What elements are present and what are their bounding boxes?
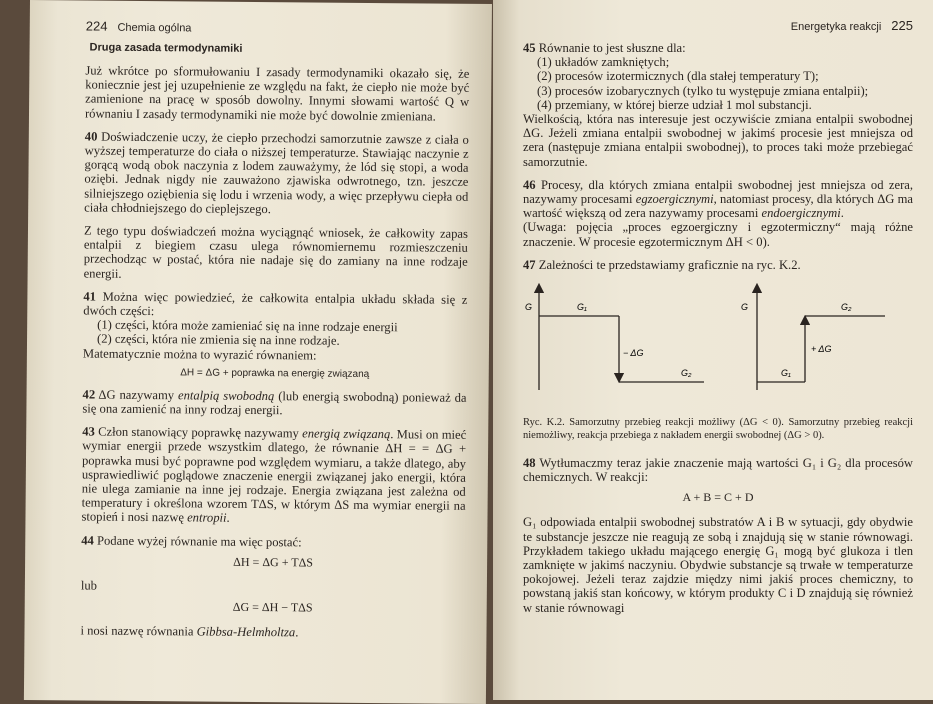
paragraph-number: 45	[523, 41, 536, 55]
paragraph-text: Równanie to jest słuszne dla:	[538, 41, 686, 55]
paragraph-42	[82, 387, 466, 419]
paragraph-text: Doświadczenie uczy, że ciepło przechodzi samorzutnie zawsze z ciała o wyższej temperaturze do ciała o niższej temperaturze. Stawiając naczynie z gorącą wodą obok naczynia z lodem zauważymy, że lód się stopi, a woda oziębi. Jednak nigdy nie zauważono zjawiska odwrotnego, tzn. jeszcze silniejszego oziębienia się lodu i wrzenia wody, a więc przepływu ciepła od ciała chłodniejszego do cieplejszego.	[84, 129, 469, 216]
text: Człon stanowiący poprawkę nazywamy	[98, 424, 303, 441]
text: , natomiast procesy, dla których ΔG ma wartość większą od zera nazywamy procesami	[523, 192, 913, 221]
paragraph-46	[523, 178, 913, 221]
list-item: (4) przemiany, w której bierze udział 1 mol substancji.	[537, 97, 812, 112]
paragraph-48	[523, 456, 913, 484]
equation-1: ΔH = ΔG + poprawka na energię związaną	[180, 367, 370, 380]
term: Gibbsa-Helmholtza	[196, 624, 296, 640]
term: entropii	[187, 510, 227, 526]
left-page	[24, 0, 492, 704]
list-item: (2) części, która nie zmienia się na inne rodzaje.	[96, 332, 340, 349]
paragraph-text: Podane wyżej równanie ma więc postać:	[96, 533, 302, 550]
term: egzoergicznymi	[635, 192, 714, 207]
left-header	[86, 18, 470, 36]
section-title: Druga zasada termodynamiki	[89, 41, 243, 55]
text: (lub energią swobodną) ponieważ da się ona zamienić na inny rodzaj energii.	[82, 389, 467, 418]
paragraph-40	[84, 129, 469, 218]
term: endoergicznymi	[761, 206, 841, 221]
equation-2: ΔH = ΔG + TΔS	[233, 554, 314, 570]
paragraph-number: 44	[81, 533, 94, 548]
paragraph-41-tail: Matematycznie można to wyrazić równaniem:	[82, 346, 317, 363]
text: i nosi nazwę równania	[80, 623, 197, 639]
paragraph-number: 48	[523, 456, 536, 471]
text: .	[295, 625, 299, 640]
paragraph-text: Można więc powiedzieć, że całkowita entalpia układu składa się z dwóch części:	[83, 289, 468, 319]
g1-label-left: G₁	[577, 302, 587, 313]
text: . Musi on mieć wymiar energii przede wszystkim dlatego, że równanie ΔH = = ΔG + poprawka musi być poprawne pod względem wymiaru, a także dlatego, aby usprawiedliwić poglądowe znaczenie energii związanej jako energii, która nie ulega zamianie na inne jej rodzaje. Energia związana jest zależna od temperatury i określona wzorem TΔS, w którym ΔS ma wymiar energii na stopień i nosi nazwę	[81, 427, 467, 525]
text: .	[226, 511, 230, 526]
paragraph-number: 46	[523, 177, 536, 192]
list-45	[537, 55, 913, 112]
paragraph-41	[83, 289, 467, 321]
figure-caption: Ryc. K.2. Samorzutny przebieg reakcji możliwy (ΔG < 0). Samorzutny przebieg reakcji niemożliwy, reakcja przebiega z nakładem energii swobodnej (ΔG > 0).	[523, 417, 913, 442]
list-item: (1) układów zamkniętych;	[537, 55, 670, 70]
paragraph-number: 42	[82, 387, 96, 402]
text: Procesy, dla których zmiana entalpii swobodnej jest mniejsza od zera, nazywamy procesami	[523, 177, 913, 207]
paragraph-number: 41	[83, 289, 97, 304]
paragraph-45	[523, 41, 913, 55]
paragraph-text: Wytłumaczmy teraz jakie znaczenie mają wartości G₁ i G₂ dla procesów chemicznych. W reakcji:	[523, 456, 913, 485]
right-page	[493, 0, 933, 700]
equation-3: ΔG = ΔH − TΔS	[232, 599, 313, 615]
right-header	[523, 18, 913, 33]
paragraph-43	[81, 425, 466, 528]
paragraph-text: Zależności te przedstawiamy graficznie na ryc. K.2.	[538, 257, 801, 272]
paragraph-intro: Już wkrótce po sformułowaniu I zasady termodynamiki okazało się, że koniecznie jest jej uzupełnienie ze względu na fakt, że ciepło nie może być zamienione na pracę w sposób dowolny. Innymi słowami wartość Q w równaniu I zasady termodynamiki nie może być dowolnie zmieniana.	[84, 63, 470, 124]
text: .	[840, 206, 844, 221]
running-head: Energetyka reakcji	[790, 21, 882, 33]
paragraph-tail	[80, 624, 464, 642]
page-number: 224	[85, 18, 108, 34]
page-number: 225	[891, 18, 913, 33]
paragraph-number: 43	[82, 424, 95, 439]
running-head: Chemia ogólna	[117, 21, 192, 35]
delta-g-label-right: + ΔG	[811, 344, 832, 355]
paragraph-40b: Z tego typu doświadczeń można wyciągnąć wniosek, że całkowity zapas entalpii z biegiem czasu ulega równomiernemu rozmieszczeniu przechodząc w postać, która nie nadaje się do zamiany na inne rodzaje energii.	[83, 223, 469, 281]
delta-g-label-left: − ΔG	[623, 348, 644, 359]
list-41	[97, 318, 467, 350]
axis-label-g-right: G	[741, 302, 749, 313]
text: ΔG nazywamy	[98, 387, 179, 403]
paragraph-number: 47	[523, 257, 536, 272]
list-item: (2) procesów izotermicznych (dla stałej temperatury T);	[537, 69, 819, 84]
equation-4: A + B = C + D	[682, 490, 754, 505]
paragraph-47	[523, 258, 913, 272]
paragraph-48-tail: G₁ odpowiada entalpii swobodnej substratów A i B w sytuacji, gdy obydwie te substancje jeszcze nie reagują ze sobą i znajdują się w stanie równowagi. Przykładem takiego układu mającego energię G₁ mogą być glukoza i tlen zamknięte w jakimś naczyniu. Obydwie substancje są trwałe w temperaturze pokojowej. Jeżeli teraz zajdzie między nimi jakiś proces chemiczny, to powstaną jakiś stan końcowy, w którym produkty C i D znajdują się również w stanie równowagi	[523, 515, 913, 615]
list-item: (1) części, która może zamieniać się na inne rodzaje energii	[97, 317, 398, 335]
term: energią związaną	[302, 426, 391, 442]
term: entalpią swobodną	[177, 388, 275, 404]
paragraph-45-tail: Wielkością, która nas interesuje jest oczywiście zmiana entalpii swobodnej ΔG. Jeżeli zmiana entalpii swobodnej w jakimś procesie jest mniejsza od zera (następuje zmiana entalpii swobodnej), to proces taki może przebiegać samorzutnie.	[523, 112, 913, 169]
paragraph-number: 40	[84, 129, 98, 144]
axis-label-g-left: G	[525, 302, 533, 313]
energy-diagram-figure	[519, 280, 909, 410]
lub-text: lub	[80, 578, 98, 593]
paragraph-46-note: (Uwaga: pojęcia „proces egzoergiczny i egzotermiczny“ mają różne znaczenie. W procesie egzotermicznym ΔH < 0).	[523, 220, 913, 249]
g2-label-left: G₂	[681, 368, 692, 379]
g1-label-right: G₁	[781, 368, 791, 379]
list-item: (3) procesów izobarycznych (tylko tu występuje zmiana entalpii);	[537, 83, 869, 98]
g2-label-right: G₂	[841, 302, 852, 313]
paragraph-44	[81, 533, 465, 551]
